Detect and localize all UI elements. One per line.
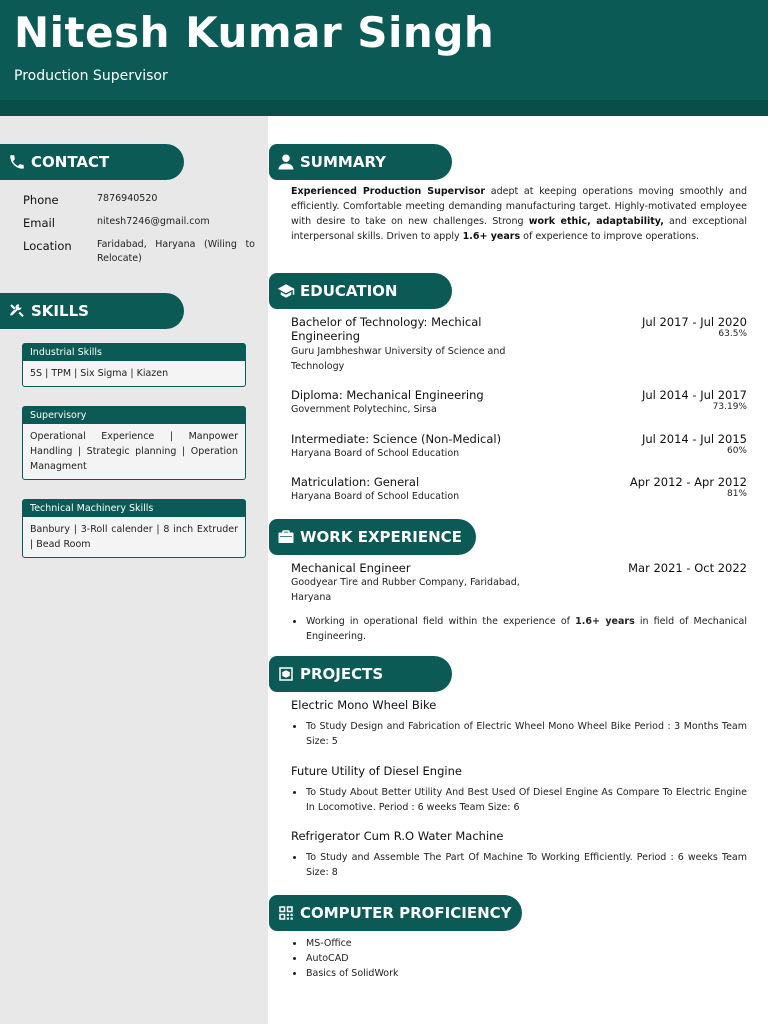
- education-grade: 63.5%: [718, 329, 747, 339]
- resume-header: [0, 0, 768, 100]
- contact-value: Faridabad, Haryana (Wiling to Relocate): [97, 239, 255, 264]
- skill-card-body: 5S | TPM | Six Sigma | Kiazen: [30, 368, 169, 379]
- education-grade: 73.19%: [712, 402, 747, 412]
- summary-bold-years: 1.6+ years: [462, 231, 521, 242]
- header-strip: [0, 100, 768, 116]
- contact-row-email: [23, 215, 255, 230]
- education-grade: 60%: [726, 446, 747, 456]
- education-item: [291, 388, 747, 417]
- education-dates: Apr 2012 - Apr 2012: [629, 475, 747, 489]
- grid-icon: [277, 904, 295, 922]
- skill-card-technical: [22, 499, 246, 558]
- computer-item: AutoCAD: [291, 951, 747, 966]
- contact-value: 7876940520: [97, 193, 158, 204]
- computer-list: [291, 936, 747, 981]
- job-bullet-part: Working in operational field within the experience of: [306, 616, 576, 627]
- summary-bold-traits: work ethic, adaptability,: [528, 216, 664, 227]
- contact-list: [23, 192, 255, 274]
- person-icon: [277, 153, 295, 171]
- work-item: [291, 561, 747, 644]
- projects-section-header: [269, 656, 452, 692]
- skill-card-title: Technical Machinery Skills: [23, 500, 245, 517]
- education-school: Haryana Board of School Education: [291, 491, 460, 502]
- computer-title: COMPUTER PROFICIENCY: [300, 904, 512, 922]
- cube-icon: [277, 665, 295, 683]
- contact-row-phone: [23, 192, 255, 207]
- candidate-name: Nitesh Kumar Singh: [14, 8, 495, 57]
- education-school: Guru Jambheshwar University of Science and Technology: [291, 346, 506, 372]
- skills-section-header: [0, 293, 184, 329]
- project-bullets: [291, 785, 747, 815]
- education-item: [291, 315, 747, 374]
- contact-label: Email: [23, 216, 55, 230]
- project-bullets: [291, 719, 747, 749]
- education-grade: 81%: [726, 489, 747, 499]
- contact-row-location: [23, 238, 255, 266]
- job-dates: Mar 2021 - Oct 2022: [628, 561, 747, 575]
- education-item: [291, 432, 747, 461]
- summary-text: [291, 184, 747, 244]
- skill-card-title: Supervisory: [23, 407, 245, 424]
- contact-section-header: [0, 144, 184, 180]
- project-bullets: [291, 850, 747, 880]
- candidate-role: Production Supervisor: [14, 68, 168, 84]
- summary-section-header: [269, 144, 452, 180]
- contact-value: nitesh7246@gmail.com: [97, 216, 210, 227]
- summary-title: SUMMARY: [300, 153, 387, 171]
- education-dates: Jul 2014 - Jul 2015: [641, 432, 747, 446]
- project-name: Refrigerator Cum R.O Water Machine: [291, 829, 504, 843]
- project-bullet: To Study and Assemble The Part Of Machine To Working Efficiently. Period : 6 weeks Team Size: 8: [291, 850, 747, 880]
- skill-card-industrial: [22, 343, 246, 387]
- project-name: Electric Mono Wheel Bike: [291, 698, 437, 712]
- skill-card-supervisory: [22, 406, 246, 480]
- skill-card-body: Operational Experience | Manpower Handling | Strategic planning | Operation Managment: [30, 431, 238, 472]
- summary-part: and exceptional interpersonal skills. Driven to apply: [291, 216, 747, 242]
- education-dates: Jul 2017 - Jul 2020: [641, 315, 747, 329]
- project-item: [291, 698, 747, 749]
- job-title: Mechanical Engineer: [291, 561, 411, 575]
- summary-part: of experience to improve operations.: [520, 231, 700, 242]
- education-degree: Intermediate: Science (Non-Medical): [291, 432, 502, 446]
- contact-label: Phone: [23, 193, 59, 207]
- education-dates: Jul 2014 - Jul 2017: [641, 388, 747, 402]
- job-bullet: [291, 614, 747, 644]
- education-title: EDUCATION: [300, 282, 398, 300]
- summary-bold-role: Experienced Production Supervisor: [291, 186, 486, 197]
- briefcase-icon: [277, 528, 295, 546]
- education-degree: Diploma: Mechanical Engineering: [291, 388, 484, 402]
- summary-part: adept at keeping operations moving smoothly and efficiently. Comfortable meeting demanding manufacturing target. Highly-motivated employee with desire to take on new challenges. Strong: [291, 186, 748, 227]
- education-degree: Bachelor of Technology: Mechical Engineering: [291, 315, 482, 343]
- skill-card-title: Industrial Skills: [23, 344, 245, 361]
- projects-title: PROJECTS: [300, 665, 384, 683]
- phone-icon: [8, 153, 26, 171]
- contact-title: CONTACT: [31, 153, 110, 171]
- project-bullet: To Study Design and Fabrication of Electric Wheel Mono Wheel Bike Period : 3 Months Team Size: 5: [291, 719, 747, 749]
- project-item: [291, 764, 747, 815]
- education-school: Haryana Board of School Education: [291, 448, 460, 459]
- job-bullet-bold: 1.6+ years: [575, 616, 635, 627]
- computer-bullets: [291, 936, 747, 981]
- work-title: WORK EXPERIENCE: [300, 528, 462, 546]
- computer-section-header: [269, 895, 522, 931]
- skill-card-body: Banbury | 3-Roll calender | 8 inch Extruder | Bead Room: [30, 524, 238, 550]
- project-item: [291, 829, 747, 880]
- job-bullets: [291, 614, 747, 644]
- education-item: [291, 475, 747, 504]
- contact-label: Location: [23, 239, 72, 253]
- computer-item: Basics of SolidWork: [291, 966, 747, 981]
- tools-icon: [8, 302, 26, 320]
- work-section-header: [269, 519, 476, 555]
- project-bullet: To Study About Better Utility And Best Used Of Diesel Engine As Compare To Electric Engine In Locomotive. Period : 6 weeks Team Size: 6: [291, 785, 747, 815]
- skills-title: SKILLS: [31, 302, 89, 320]
- education-section-header: [269, 273, 452, 309]
- job-company: Goodyear Tire and Rubber Company, Faridabad, Haryana: [291, 577, 520, 603]
- education-degree: Matriculation: General: [291, 475, 420, 489]
- graduation-cap-icon: [277, 282, 295, 300]
- education-school: Government Polytechinc, Sirsa: [291, 404, 437, 415]
- computer-item: MS-Office: [291, 936, 747, 951]
- job-bullet-part: in field of Mechanical Engineering.: [306, 616, 747, 642]
- project-name: Future Utility of Diesel Engine: [291, 764, 462, 778]
